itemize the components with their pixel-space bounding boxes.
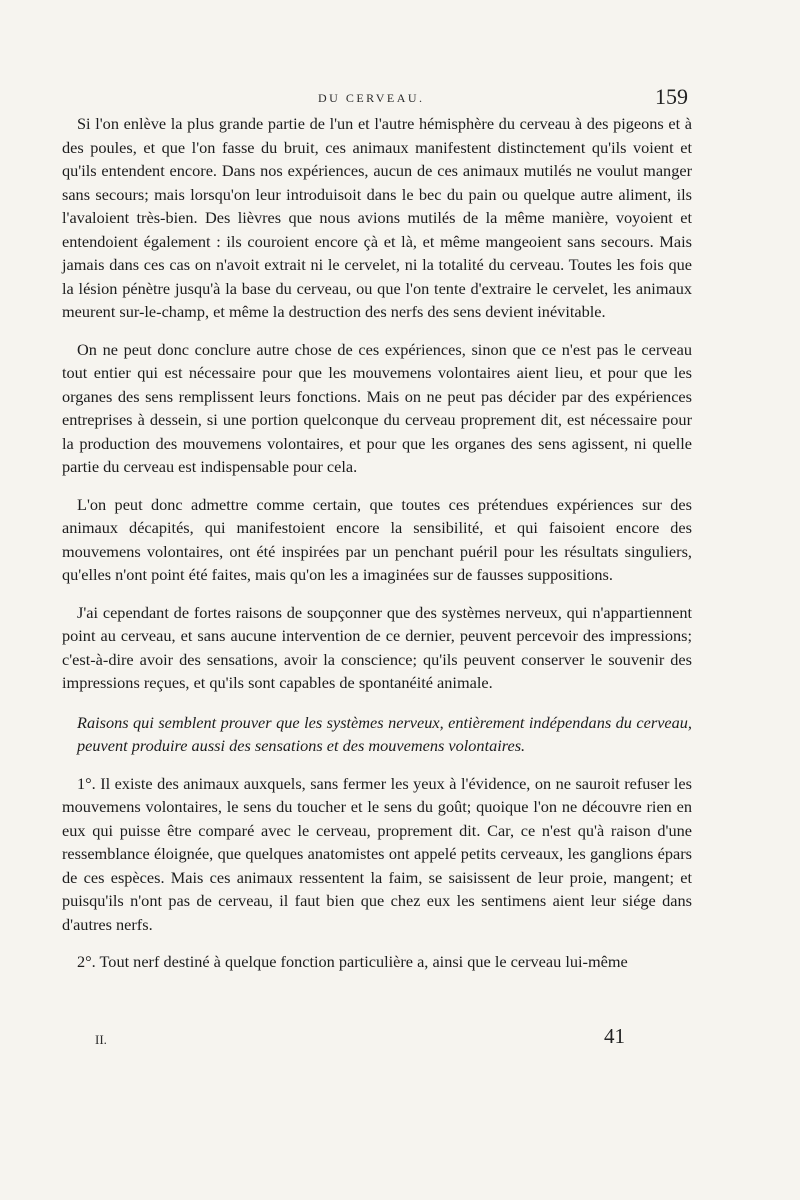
paragraph-1: Si l'on enlève la plus grande partie de l'un et l'autre hémisphère du cerveau à des pigeons et à des poules, et que l'on fasse du bruit, ces animaux manifestent distinctement qu'ils voient et qu'ils entendent encore. Dans nos expériences, aucun de ces animaux mutilés ne voulut manger sans secours; mais lorsqu'on leur introduisoit dans le bec du pain ou quelque autre aliment, ils l'avaloient très-bien. Des lièvres que nous avions mutilés de la même manière, voyoient et entendoient également : ils couroient encore çà et là, et même mangeoient sans secours. Mais jamais dans ces cas on n'avoit extrait ni le cervelet, ni la totalité du cerveau. Toutes les fois que la lésion pénètre jusqu'à la base du cerveau, ou que l'on tente d'extraire le cervelet, les animaux meurent sur-le-champ, et même la destruction des nerfs des sens devient inévitable. — [62, 114, 692, 321]
section-heading: Raisons qui semblent prouver que les systèmes nerveux, entièrement indépendans du cerveau, peuvent produire aussi des sensations et des mouvemens volontaires. — [77, 712, 692, 755]
numbered-paragraph-2: 2°. Tout nerf destiné à quelque fonction particulière a, ainsi que le cerveau lui-même — [77, 952, 628, 971]
paragraph-4: J'ai cependant de fortes raisons de soupçonner que des systèmes nerveux, qui n'appartiennent point au cerveau, et sans aucune intervention de ce dernier, peuvent percevoir des impressions; c'est-à-dire avoir des sensations, avoir la conscience; qu'ils peuvent conserver le souvenir des impressions reçues, et qu'ils sont capables de spontanéité animale. — [62, 602, 692, 692]
page-number: 159 — [655, 84, 688, 109]
signature-number: 41 — [604, 1024, 625, 1048]
paragraph-2: On ne peut donc conclure autre chose de ces expériences, sinon que ce n'est pas le cerveau tout entier qui est nécessaire pour que les mouvemens volontaires aient lieu, et pour que les organes des sens remplissent leurs fonctions. Mais on ne peut pas décider par des expériences entreprises à dessein, si une portion quelconque du cerveau proprement dit, est nécessaire pour la production des mouvemens volontaires, et pour que les organes des sens agissent, ni quelle partie du cerveau est indispensable pour cela. — [62, 339, 692, 476]
running-head: DU CERVEAU. — [318, 91, 425, 105]
body-text — [62, 112, 692, 974]
numbered-paragraph-1: 1°. Il existe des animaux auxquels, sans fermer les yeux à l'évidence, on ne sauroit refuser les mouvemens volontaires, le sens du toucher et le sens du goût; quoique l'on ne découvre rien en eux qui puisse être comparé avec le cerveau, proprement dit. Car, ce n'est qu'à raison d'une ressemblance éloignée, que quelques anatomistes ont appelé petits cerveaux, les ganglions épars de ces espèces. Mais ces animaux ressentent la faim, se saisissent de leur proie, mangent; et puisqu'ils n'ont pas de cerveau, il faut bien que chez eux les sentimens aient leur siége dans d'autres nerfs. — [62, 773, 692, 934]
signature-mark: II. — [95, 1032, 107, 1047]
paragraph-3: L'on peut donc admettre comme certain, que toutes ces prétendues expériences sur des animaux décapités, qui manifestoient encore la sensibilité, et qui faisoient encore des mouvemens volontaires, ont été inspirées par un penchant puéril pour les résultats singuliers, qu'elles n'ont point été faites, mais qu'on les a imaginées sur de fausses suppositions. — [62, 494, 692, 584]
